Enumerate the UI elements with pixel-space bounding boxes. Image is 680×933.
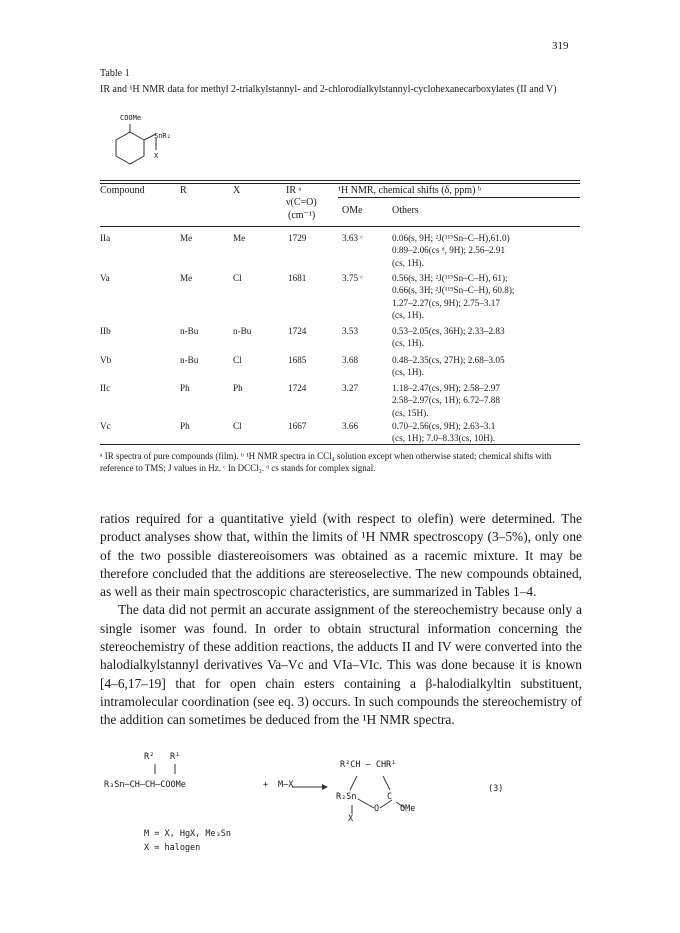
cell-x: n-Bu: [233, 326, 252, 336]
cell-r: Ph: [180, 421, 190, 431]
eq-product-x: X: [348, 814, 354, 824]
cell-x: Cl: [233, 273, 242, 283]
table-bottom-rule: [100, 444, 580, 445]
cell-ome: 3.63 ᶜ: [342, 233, 363, 243]
header-ir-nu: ν(C=O): [286, 197, 317, 208]
eq-product-sn: R₂Sn: [336, 792, 357, 802]
header-ir-unit: (cm⁻¹): [288, 210, 316, 221]
eq-x-definition: X = halogen: [144, 843, 201, 853]
cell-ir: 1667: [288, 421, 307, 431]
cell-ome: 3.75 ᶜ: [342, 273, 363, 283]
table-caption: IR and ¹H NMR data for methyl 2-trialkylstannyl- and 2-chlorodialkylstannyl-cyclohexanecarboxylates (II and V): [100, 84, 557, 95]
cell-ir: 1681: [288, 273, 307, 283]
eq-product-top: R²CH — CHR¹: [340, 760, 397, 770]
cell-compound: Vb: [100, 355, 112, 365]
header-ome: OMe: [342, 205, 363, 216]
cyclohexane-ring-drawing: [112, 114, 192, 178]
eq-number: (3): [488, 784, 504, 794]
cell-r: n-Bu: [180, 326, 199, 336]
cell-others: 0.70–2.56(cs, 9H); 2.63–3.1 (cs, 1H); 7.0–8.33(cs, 10H).: [392, 421, 496, 444]
paragraph: The data did not permit an accurate assignment of the stereochemistry because only a single isomer was found. In order to obtain structural information concerning the stereochemistry of these addition reactions, the adducts II and IV were converted into the halodialkylstannyl derivatives Va–Vc and VIa–VIc. This was done because it is known [4–6,17–19] that for open chain esters containing a β-halodialkyltin substituent, intramolecular coordination (see eq. 3) occurs. In such compounds the stereochemistry of the addition can sometimes be deduced from the ¹H NMR spectra.: [100, 602, 582, 728]
structure-label-x: X: [154, 152, 159, 160]
cell-ir: 1724: [288, 326, 307, 336]
cell-r: Me: [180, 233, 193, 243]
cell-ome: 3.66: [342, 421, 359, 431]
eq-reactant: R₃Sn–CH–CH–COOMe: [104, 780, 186, 790]
cell-compound: IIb: [100, 326, 111, 336]
cell-ome: 3.68: [342, 355, 359, 365]
cell-x: Cl: [233, 355, 242, 365]
cell-others: 0.48–2.35(cs, 27H); 2.68–3.05 (cs, 1H).: [392, 355, 505, 378]
structure-label-coome: COOMe: [120, 114, 142, 122]
cell-ir: 1729: [288, 233, 307, 243]
cell-others: 0.56(s, 3H; ²J(¹¹⁹Sn–C–H), 61); 0.66(s, 3H; ²J(¹¹⁹Sn–C–H), 60.8); 1.27–2.27(cs, 9H); 2.75–3.17 (cs, 1H).: [392, 273, 515, 321]
body-text: [100, 510, 582, 730]
eq-reagent: M–X: [278, 780, 294, 790]
table-header-rule: [100, 226, 580, 227]
cell-others: 0.06(s, 9H; ²J(¹¹⁹Sn–C–H),61.0) 0.89–2.06(cs ᵈ, 9H); 2.56–2.91 (cs, 1H).: [392, 233, 510, 268]
cell-r: Ph: [180, 383, 190, 393]
equation-3: [100, 742, 600, 862]
cell-r: n-Bu: [180, 355, 199, 365]
page-number: 319: [552, 40, 569, 52]
cell-compound: Va: [100, 273, 110, 283]
table-footnote: ᵃ IR spectra of pure compounds (film). ᵇ ¹H NMR spectra in CCl₄ solution except when otherwise stated; chemical shifts with reference to TMS; J values in Hz. ᶜ In DCCl₃. ᵈ cs stands for complex signal.: [100, 451, 552, 473]
cell-compound: IIa: [100, 233, 111, 243]
cell-ome: 3.27: [342, 383, 359, 393]
header-x: X: [233, 185, 241, 196]
cell-ir: 1724: [288, 383, 307, 393]
table-top-rule-double: [100, 183, 580, 184]
cell-compound: IIc: [100, 383, 111, 393]
nmr-header-rule: [338, 197, 580, 198]
eq-product-o: O: [374, 804, 380, 814]
cell-x: Ph: [233, 383, 243, 393]
cell-x: Me: [233, 233, 246, 243]
cell-ome: 3.53: [342, 326, 359, 336]
cell-others: 1.18–2.47(cs, 9H); 2.58–2.97 2.58–2.97(cs, 1H); 6.72–7.88 (cs, 15H).: [392, 383, 500, 418]
cell-x: Cl: [233, 421, 242, 431]
cell-compound: Vc: [100, 421, 111, 431]
header-others: Others: [392, 205, 419, 216]
cell-others: 0.53–2.05(cs, 36H); 2.33–2.83 (cs, 1H).: [392, 326, 505, 349]
header-nmr: ¹H NMR, chemical shifts (δ, ppm) ᵇ: [338, 185, 482, 196]
eq-product-c: C: [387, 792, 393, 802]
structure-label-snr2: SnR₂: [154, 132, 171, 140]
eq-r2-label: R²: [144, 752, 155, 762]
header-ir: IR ᵃ: [286, 185, 302, 196]
eq-m-definition: M = X, HgX, Me₃Sn: [144, 829, 231, 839]
eq-plus: +: [263, 780, 269, 790]
header-compound: Compound: [100, 185, 145, 196]
paragraph: ratios required for a quantitative yield (with respect to olefin) were determined. The product analyses show that, within the limits of ¹H NMR spectroscopy (3–5%), only one of the two possible diastereoisomers was obtained as a racemic mixture. It may be therefore concluded that the additions are stereoselective. The new compounds obtained, as well as their main spectroscopic characteristics, are summarized in Tables 1–4.: [100, 511, 582, 600]
cyclohexane-structure: [112, 114, 192, 178]
table-label: Table 1: [100, 68, 130, 79]
table-top-rule: [100, 180, 580, 181]
cell-r: Me: [180, 273, 193, 283]
header-r: R: [180, 185, 187, 196]
eq-product-ome: OMe: [400, 804, 416, 814]
eq-r1-label: R¹: [170, 752, 181, 762]
cell-ir: 1685: [288, 355, 307, 365]
